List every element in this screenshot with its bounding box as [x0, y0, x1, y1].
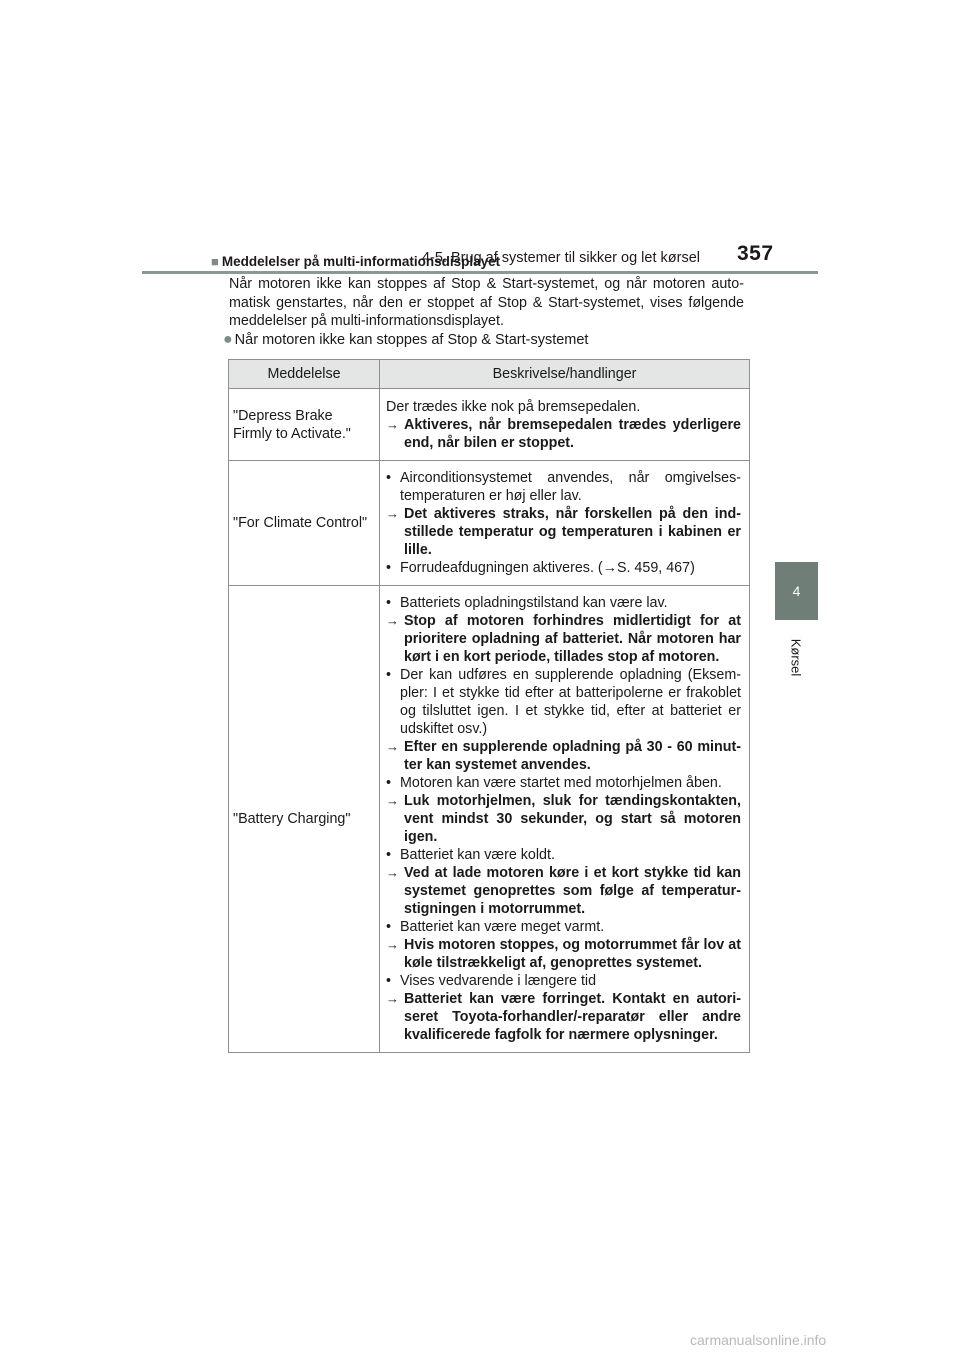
bullet-text: Vises vedvarende i længere tid: [400, 973, 597, 989]
bullet-icon: •: [386, 847, 392, 863]
bullet-icon: •: [386, 560, 392, 576]
action-line: [386, 990, 741, 1044]
section-heading-text: Meddelelser på multi-informationsdisplayet: [221, 254, 501, 269]
sub-heading-text: Når motoren ikke kan stoppes af Stop & Start-systemet: [234, 332, 589, 348]
chapter-tab-label: Kørsel: [788, 638, 804, 677]
bullet-icon: •: [386, 667, 392, 683]
bullet-icon: •: [386, 919, 392, 935]
bullet-item: [386, 666, 741, 738]
column-header-description: Beskrivelse/handlinger: [380, 360, 750, 389]
bullet-item: [386, 559, 741, 577]
watermark: carmanualsonline.info: [690, 1332, 827, 1348]
arrow-icon: →: [386, 739, 399, 754]
message-cell: "For Climate Control": [229, 461, 380, 586]
bullet-text: Batteriets opladningstilstand kan være lav.: [400, 595, 668, 611]
messages-table: [228, 359, 750, 1053]
action-line: [386, 738, 741, 774]
bullet-text: Der kan udføres en supplerende opladning (Eksempler: I et stykke tid efter at batteripolerne er frakoblet og tilsluttet igen. I et stykke tid, efter at batteriet er udskiftet osv.): [400, 667, 741, 737]
bullet-icon: •: [386, 595, 392, 611]
bullet-text: Batteriet kan være koldt.: [400, 847, 555, 863]
action-text: Aktiveres, når bremsepedalen trædes yderligere end, når bilen er stoppet.: [404, 416, 741, 451]
action-line: [386, 612, 741, 666]
action-line: [386, 505, 741, 559]
action-line: [386, 416, 741, 452]
header-rule: [142, 271, 818, 274]
action-text: Ved at lade motoren køre i et kort stykke tid kan systemet genoprettes som følge af temperaturstigningen i motorrummet.: [404, 865, 741, 917]
bullet-item: [386, 972, 741, 990]
arrow-icon: →: [386, 793, 399, 808]
arrow-icon: →: [386, 613, 399, 628]
table-header-row: [229, 360, 750, 389]
message-cell: "Battery Charging": [229, 586, 380, 1053]
message-cell: "Depress Brake Firmly to Activate.": [229, 389, 380, 461]
arrow-icon: →: [386, 416, 399, 432]
intro-paragraph: Når motoren ikke kan stoppes af Stop & Start-systemet, og når motoren automatisk genstartes, når den er stoppet af Stop & Start-systemet, vises følgende meddelelser på multi-informationsdisplayet.: [229, 276, 744, 329]
description-text: Der trædes ikke nok på bremsepedalen.: [386, 398, 641, 415]
table-row: [229, 389, 750, 461]
bullet-item: [386, 594, 741, 612]
action-text: Hvis motoren stoppes, og motorrummet får lov at køle tilstrækkeligt af, genoprettes systemet.: [404, 937, 741, 971]
chapter-tab: [775, 562, 818, 620]
action-line: [386, 936, 741, 972]
arrow-icon: →: [386, 937, 399, 952]
page-number: 357: [737, 242, 774, 265]
bullet-icon: •: [386, 973, 392, 989]
description-cell: [380, 389, 750, 461]
bullet-text: Forrudeafdugningen aktiveres. (→S. 459, 467): [400, 560, 695, 576]
arrow-icon: →: [386, 991, 399, 1006]
action-line: [386, 864, 741, 918]
arrow-icon: →: [386, 865, 399, 880]
sub-heading: [223, 331, 588, 349]
bullet-item: [386, 774, 741, 792]
table-row: [229, 461, 750, 586]
description-cell: [380, 586, 750, 1053]
section-title: 4-5. Brug af systemer til sikker og let kørsel: [422, 250, 700, 266]
action-text: Batteriet kan være forringet. Kontakt en autoriseret Toyota-forhandler/-reparatør eller andre kvalificerede fagfolk for nærmere oplysninger.: [404, 991, 741, 1043]
action-line: [386, 792, 741, 846]
bullet-icon: •: [386, 470, 392, 486]
bullet-text: Motoren kan være startet med motorhjelmen åben.: [400, 775, 722, 791]
bullet-icon: •: [386, 775, 392, 791]
arrow-icon: →: [386, 506, 399, 521]
action-text: Efter en supplerende opladning på 30 - 60 minutter kan systemet anvendes.: [404, 739, 741, 773]
square-bullet-icon: ■: [211, 254, 219, 269]
action-text: Stop af motoren forhindres midlertidigt for at prioritere opladning af batteriet. Når motoren har kørt i en kort periode, tillades stop af motoren.: [404, 613, 741, 665]
section-heading: [211, 254, 500, 269]
description-cell: [380, 461, 750, 586]
table-row: [229, 586, 750, 1053]
action-text: Luk motorhjelmen, sluk for tændingskontakten, vent mindst 30 sekunder, og start så motoren igen.: [404, 793, 741, 845]
chapter-tab-number: 4: [792, 583, 801, 599]
dot-bullet-icon: ●: [223, 331, 233, 348]
bullet-text: Batteriet kan være meget varmt.: [400, 919, 605, 935]
column-header-message: Meddelelse: [229, 360, 380, 389]
action-text: Det aktiveres straks, når forskellen på den indstillede temperatur og temperaturen i kabinen er lille.: [404, 506, 741, 558]
bullet-item: [386, 469, 741, 505]
bullet-item: [386, 918, 741, 936]
bullet-item: [386, 846, 741, 864]
bullet-text: Airconditionsystemet anvendes, når omgivelsestemperaturen er høj eller lav.: [400, 470, 741, 504]
